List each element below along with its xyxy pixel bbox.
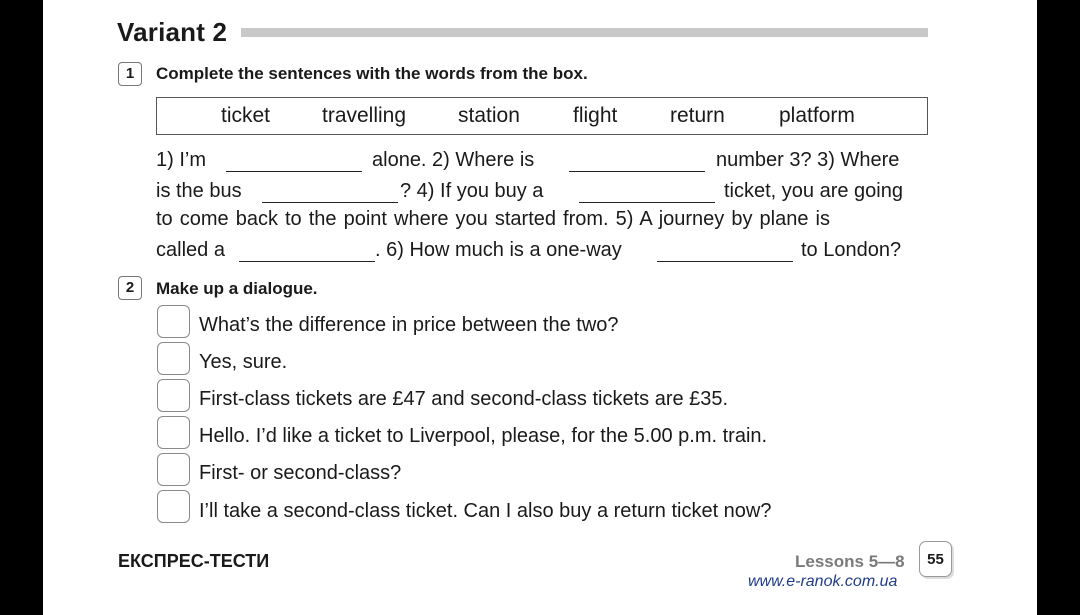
dialogue-line: First- or second-class? [199, 462, 402, 484]
answer-blank[interactable] [226, 170, 362, 172]
sentence-text: ticket, you are going [724, 180, 903, 202]
word-box-item: ticket [221, 104, 271, 127]
page-number: 55 [919, 541, 952, 577]
sentence-text: to London? [801, 239, 902, 261]
word-box-item: station [458, 104, 520, 127]
order-checkbox[interactable] [157, 490, 190, 523]
footer-series: ЕКСПРЕС-ТЕСТИ [118, 551, 270, 571]
order-checkbox[interactable] [157, 342, 190, 375]
answer-blank[interactable] [657, 260, 793, 262]
order-checkbox[interactable] [157, 379, 190, 412]
sentence-text: . 6) How much is a one-way [375, 239, 622, 261]
answer-blank[interactable] [239, 260, 375, 262]
order-checkbox[interactable] [157, 416, 190, 449]
word-box-item: return [670, 104, 725, 127]
sentence-text: 1) I’m [156, 149, 206, 171]
word-box-item: flight [573, 104, 618, 127]
sentence-text: ? 4) If you buy a [400, 180, 544, 202]
sentence-text: is the bus [156, 180, 242, 202]
task-2-instruction: Make up a dialogue. [156, 279, 318, 298]
task-1-instruction: Complete the sentences with the words from the box. [156, 64, 588, 83]
word-box-item: platform [779, 104, 855, 127]
order-checkbox[interactable] [157, 305, 190, 338]
page-title: Variant 2 [117, 17, 228, 47]
dialogue-line: Yes, sure. [199, 351, 288, 373]
sentence-text: to come back to the point where you started from. 5) A journey by plane is [156, 208, 830, 230]
worksheet-page [43, 0, 1037, 615]
dialogue-line: Hello. I’d like a ticket to Liverpool, please, for the 5.00 p.m. train. [199, 425, 768, 447]
footer-url[interactable]: www.e-ranok.com.ua [748, 573, 898, 590]
sentence-text: alone. 2) Where is [372, 149, 535, 171]
task-number-1: 1 [118, 62, 142, 86]
title-rule [241, 28, 928, 37]
task-number-2: 2 [118, 276, 142, 300]
word-box-item: travelling [322, 104, 407, 127]
answer-blank[interactable] [262, 201, 398, 203]
dialogue-line: First-class tickets are £47 and second-class tickets are £35. [199, 388, 729, 410]
dialogue-line: What’s the difference in price between the two? [199, 314, 619, 336]
footer-lessons: Lessons 5—8 [795, 552, 905, 571]
dialogue-line: I’ll take a second-class ticket. Can I also buy a return ticket now? [199, 500, 772, 522]
sentence-text: number 3? 3) Where [716, 149, 900, 171]
sentence-text: called a [156, 239, 225, 261]
order-checkbox[interactable] [157, 453, 190, 486]
answer-blank[interactable] [579, 201, 715, 203]
answer-blank[interactable] [569, 170, 705, 172]
